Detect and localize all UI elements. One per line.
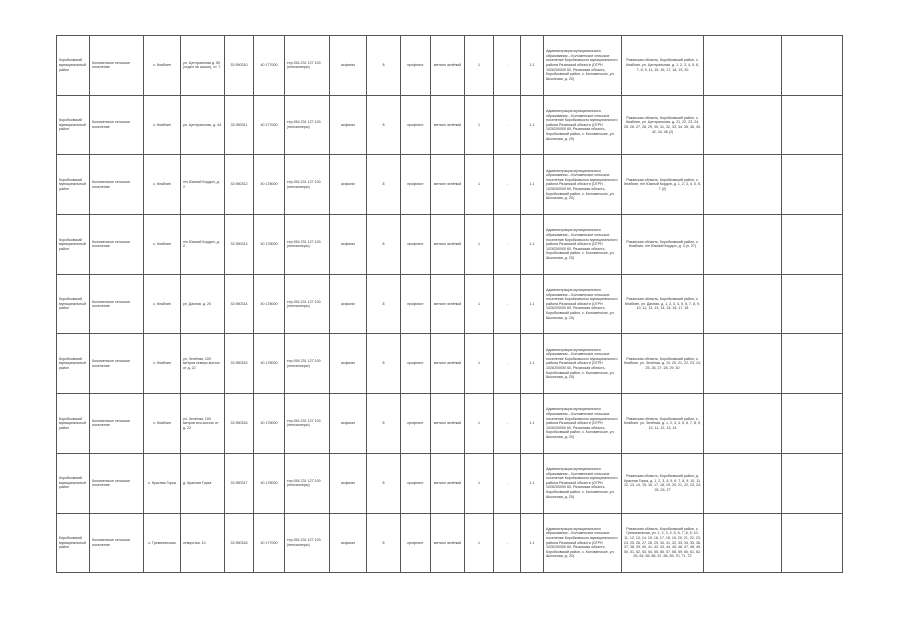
table-cell: Коломенское сельское поселение (90, 155, 144, 215)
table-cell: 33 950313 (225, 215, 254, 275)
table-cell: Коробковский муниципальный район (57, 215, 90, 275)
table-cell: Коломенское сельское поселение (90, 394, 144, 454)
table-cell: профлист (401, 274, 431, 334)
table-row (57, 95, 843, 155)
table-cell: тер.054 231 127 100 (пенсионеры) (285, 155, 330, 215)
table-cell: 1,1 (521, 215, 544, 275)
table-row (57, 334, 843, 394)
table-cell: - (494, 513, 521, 573)
empty-cell (704, 513, 782, 573)
table-cell: Рязанская область, Коробковский район, с. Кнаблин, ул. Зелёная, д. 19, 20, 21, 22, 23, 24, 25, 26, 27, 28, 29, 30 (622, 334, 704, 394)
empty-cell (704, 394, 782, 454)
table-cell: тер.054 231 127 100 (пенсионеры) (285, 394, 330, 454)
table-cell: Администрация муниципального образования – Коломенское сельское поселение Коробковского муниципального района Рязанской области (ОГРН 1026200000 60, Рязанская область, Коробковский район, с. Коломенское, ул. Школьная, д. 20) (544, 155, 622, 215)
table-cell: асфальт (330, 155, 367, 215)
table-cell: 1,1 (521, 95, 544, 155)
table-cell: 1 (465, 215, 494, 275)
table-cell: ул. Центральная, д. 44 (181, 95, 225, 155)
empty-cell (704, 274, 782, 334)
table-cell: Коробковский муниципальный район (57, 155, 90, 215)
table-cell: 1 (465, 95, 494, 155)
table-cell: тер.054 231 127 100 (пенсионеры) (285, 36, 330, 96)
table-cell: Рязанская область, Коробковский район, с. Гремячинская, ул. 1, 2, 3, 4, 5, 6, 7, 8, 9, 10, 11, 12, 13, 14, 15, 16, 17, 18, 19, 20, 21, 22, 23, 24, 25, 26, 27, 28, 29, 30, 31, 32, 33, 34, 35, 36, 37, 38, 39, 40, 41, 42, 43, 44, 45, 46, 47, 48, 49, 50, 51, 52, 53, 54, 55, 56, 57, 58, 59, 60, 61, 62, 63, 64, 65, 66, 67, 68, 69, 70, 71, 72 (622, 513, 704, 573)
table-row (57, 453, 843, 513)
empty-cell (782, 274, 843, 334)
empty-cell (782, 453, 843, 513)
table-row (57, 215, 843, 275)
table-cell: 1 (465, 334, 494, 394)
table-cell: 1 (465, 274, 494, 334)
register-table (56, 35, 843, 573)
table-cell: асфальт (330, 394, 367, 454)
table-cell: ул. Зелёная, 100 метров юго-восток от д. 22 (181, 394, 225, 454)
table-cell: профлист (401, 453, 431, 513)
table-cell: - (494, 394, 521, 454)
table-cell: Рязанская область, Коробковский район, с. Кнаблин, ул. Центральная, д. 1, 2, 3, 4, 5, 6, 7, 8, 9, 11, 15, 16, 17, 18, 19, 20 (622, 36, 704, 96)
table-cell: Рязанская область, Коробковский район, с. Кнаблин, ул. Зелёная, д. 1, 2, 3, 4, 5, 6, 7, 8, 9, 10, 11, 12, 13, 14 (622, 394, 704, 454)
table-cell: металл зелёный (431, 334, 465, 394)
table-cell: 33 950316 (225, 394, 254, 454)
table-cell: Администрация муниципального образования – Коломенское сельское поселение Коробковского муниципального района Рязанской области (ОГРН 1026200000 60, Рязанская область, Коробковский район, с. Коломенское, ул. Школьная, д. 20) (544, 453, 622, 513)
table-cell: металл зелёный (431, 95, 465, 155)
table-cell: тер.054 231 127 100 (пенсионеры) (285, 513, 330, 573)
empty-cell (782, 155, 843, 215)
table-cell: с. Кнаблин (144, 95, 181, 155)
register-body (57, 36, 843, 573)
empty-cell (704, 95, 782, 155)
table-cell: - (494, 36, 521, 96)
table-cell: профлист (401, 394, 431, 454)
table-cell: с. Кнаблин (144, 394, 181, 454)
table-cell: Коломенское сельское поселение (90, 36, 144, 96)
table-cell: металл зелёный (431, 453, 465, 513)
table-cell: 1,1 (521, 155, 544, 215)
table-cell: - (494, 155, 521, 215)
empty-cell (782, 513, 843, 573)
table-cell: Коробковский муниципальный район (57, 334, 90, 394)
table-cell: Коломенское сельское поселение (90, 453, 144, 513)
table-cell: асфальт (330, 274, 367, 334)
table-cell: Рязанская область, Коробковский район, с. Кнаблин, п/п Южный Кордон, д. 3 (п. 27) (622, 215, 704, 275)
table-cell: 1,1 (521, 513, 544, 573)
table-cell: Администрация муниципального образования – Коломенское сельское поселение Коробковского муниципального района Рязанской области (ОГРН 1026200000 60, Рязанская область, Коробковский район, с. Коломенское, ул. Школьная, д. 20) (544, 334, 622, 394)
empty-cell (704, 36, 782, 96)
table-cell: профлист (401, 334, 431, 394)
table-cell: 40 178000 (254, 274, 285, 334)
table-cell: металл зелёный (431, 215, 465, 275)
table-cell: Коломенское сельское поселение (90, 215, 144, 275)
table-cell: Коробковский муниципальный район (57, 453, 90, 513)
empty-cell (704, 334, 782, 394)
table-cell: - (494, 274, 521, 334)
table-cell: 8 (367, 513, 401, 573)
table-cell: - (494, 334, 521, 394)
table-cell: Коробковский муниципальный район (57, 513, 90, 573)
table-cell: - (494, 95, 521, 155)
table-cell: с. Гремячинская (144, 513, 181, 573)
table-cell: 1,1 (521, 334, 544, 394)
table-cell: 40 178000 (254, 334, 285, 394)
table-cell: тер.054 231 127 100 (пенсионеры) (285, 453, 330, 513)
table-cell: Коломенское сельское поселение (90, 334, 144, 394)
table-cell: - (494, 453, 521, 513)
empty-cell (782, 334, 843, 394)
table-cell: 8 (367, 334, 401, 394)
table-cell: 40 178000 (254, 453, 285, 513)
table-cell: 40 177000 (254, 513, 285, 573)
table-cell: асфальт (330, 36, 367, 96)
table-cell: 33 950311 (225, 95, 254, 155)
table-cell: с. Красная Горка (144, 453, 181, 513)
table-cell: 8 (367, 274, 401, 334)
table-cell: асфальт (330, 334, 367, 394)
table-cell: металл зелёный (431, 36, 465, 96)
table-row (57, 394, 843, 454)
table-cell: 40 177000 (254, 36, 285, 96)
table-cell: Администрация муниципального образования – Коломенское сельское поселение Коробковского муниципального района Рязанской области (ОГРН 1026200000 60, Рязанская область, Коробковский район, с. Коломенское, ул. Школьная, д. 20) (544, 513, 622, 573)
table-cell: с. Кнаблин (144, 36, 181, 96)
table-cell: отворотка, 10 (181, 513, 225, 573)
table-cell: 1 (465, 155, 494, 215)
table-cell: 8 (367, 155, 401, 215)
empty-cell (704, 215, 782, 275)
table-cell: 33 950310 (225, 36, 254, 96)
table-cell: 1,1 (521, 453, 544, 513)
table-cell: асфальт (330, 513, 367, 573)
table-cell: профлист (401, 36, 431, 96)
table-cell: Рязанская область, Коробковский район, с. Кнаблин, ул. Центральная, д. 21, 22, 23, 24, 25, 26, 27, 28, 29, 30, 31, 32, 33, 34, 35, 36, 40, 42, 44, 46 (2) (622, 95, 704, 155)
table-cell: металл зелёный (431, 155, 465, 215)
table-cell: 1,1 (521, 394, 544, 454)
table-cell: Администрация муниципального образования – Коломенское сельское поселение Коробковского муниципального района Рязанской области (ОГРН 1026200000 60, Рязанская область, Коробковский район, с. Коломенское, ул. Школьная, д. 20) (544, 36, 622, 96)
table-cell: асфальт (330, 453, 367, 513)
empty-cell (704, 155, 782, 215)
table-cell: п/п Южный Кордон, д. 2 (181, 155, 225, 215)
table-cell: 8 (367, 95, 401, 155)
table-cell: 8 (367, 394, 401, 454)
table-cell: 40 178000 (254, 215, 285, 275)
table-cell: асфальт (330, 215, 367, 275)
table-cell: 33 950318 (225, 513, 254, 573)
table-cell: ул. Зелёная, 100 метров северо-восток от д. 22 (181, 334, 225, 394)
table-cell: тер.054 231 127 100 (пенсионеры) (285, 95, 330, 155)
table-cell: тер.054 231 127 100 (пенсионеры) (285, 215, 330, 275)
table-cell: 33 950317 (225, 453, 254, 513)
table-cell: Коломенское сельское поселение (90, 274, 144, 334)
table-cell: Администрация муниципального образования – Коломенское сельское поселение Коробковского муниципального района Рязанской области (ОГРН 1026200000 60, Рязанская область, Коробковский район, с. Коломенское, ул. Школьная, д. 20) (544, 394, 622, 454)
empty-cell (782, 394, 843, 454)
table-cell: 1 (465, 36, 494, 96)
table-cell: 1 (465, 453, 494, 513)
table-cell: Рязанская область, Коробковский район, с. Кнаблин, п/п Южный Кордон, д. 1, 2, 3, 4, 5, 6, 7 (2) (622, 155, 704, 215)
table-cell: 33 950314 (225, 274, 254, 334)
table-cell: Коробковский муниципальный район (57, 274, 90, 334)
table-row (57, 513, 843, 573)
table-cell: тер.054 231 127 100 (пенсионеры) (285, 334, 330, 394)
table-cell: 40 178000 (254, 394, 285, 454)
table-cell: Коробковский муниципальный район (57, 95, 90, 155)
table-cell: профлист (401, 513, 431, 573)
table-cell: Рязанская область, Коробковский район, с. Кнаблин, ул. Дачная, д. 1, 2, 3, 4, 5, 6, 7, 8, 9, 10, 11, 12, 13, 14, 15, 16, 17, 18 (622, 274, 704, 334)
table-cell: ул. Дачная, д. 20 (181, 274, 225, 334)
table-cell: - (494, 215, 521, 275)
table-cell: асфальт (330, 95, 367, 155)
table-cell: Администрация муниципального образования – Коломенское сельское поселение Коробковского муниципального района Рязанской области (ОГРН 1026200000 60, Рязанская область, Коробковский район, с. Коломенское, ул. Школьная, д. 20) (544, 95, 622, 155)
empty-cell (704, 453, 782, 513)
table-cell: металл зелёный (431, 513, 465, 573)
table-cell: 1 (465, 394, 494, 454)
table-cell: Коробковский муниципальный район (57, 36, 90, 96)
table-row (57, 36, 843, 96)
table-cell: с. Кнаблин (144, 155, 181, 215)
table-cell: 1,1 (521, 274, 544, 334)
table-cell: тер.054 231 127 100 (пенсионеры) (285, 274, 330, 334)
table-cell: профлист (401, 95, 431, 155)
table-cell: Коробковский муниципальный район (57, 394, 90, 454)
empty-cell (782, 215, 843, 275)
empty-cell (782, 95, 843, 155)
table-cell: п/п Южный Кордон, д. 2 (181, 215, 225, 275)
table-cell: металл зелёный (431, 274, 465, 334)
table-cell: 40 177000 (254, 95, 285, 155)
table-cell: 33 950315 (225, 334, 254, 394)
register-sheet (56, 35, 843, 573)
table-row (57, 155, 843, 215)
table-cell: 1 (465, 513, 494, 573)
table-cell: 8 (367, 36, 401, 96)
table-cell: Коломенское сельское поселение (90, 513, 144, 573)
table-cell: 1,1 (521, 36, 544, 96)
table-cell: с. Кнаблин (144, 215, 181, 275)
table-cell: 8 (367, 215, 401, 275)
table-cell: с. Кнаблин (144, 274, 181, 334)
table-cell: Администрация муниципального образования – Коломенское сельское поселение Коробковского муниципального района Рязанской области (ОГРН 1026200000 60, Рязанская область, Коробковский район, с. Коломенское, ул. Школьная, д. 20) (544, 215, 622, 275)
table-cell: металл зелёный (431, 394, 465, 454)
table-cell: профлист (401, 155, 431, 215)
table-cell: д. Красная Горка (181, 453, 225, 513)
table-cell: Коломенское сельское поселение (90, 95, 144, 155)
table-cell: ул. Центральная д. 50 (отдел на шоссе), ст. 7 (181, 36, 225, 96)
table-cell: Рязанская область, Коробковский район, д. Красная Горка, д. 1, 2, 3, 4, 5, 6, 7, 8, 9, 10, 11, 12, 13, 14, 15, 16, 17, 18, 19, 20, 21, 22, 23, 24, 25, 26, 27 (622, 453, 704, 513)
table-cell: 8 (367, 453, 401, 513)
empty-cell (782, 36, 843, 96)
table-cell: с. Кнаблин (144, 334, 181, 394)
table-cell: 33 950312 (225, 155, 254, 215)
table-row (57, 274, 843, 334)
table-cell: Администрация муниципального образования – Коломенское сельское поселение Коробковского муниципального района Рязанской области (ОГРН 1026200000 60, Рязанская область, Коробковский район, с. Коломенское, ул. Школьная, д. 20) (544, 274, 622, 334)
table-cell: 40 178000 (254, 155, 285, 215)
table-cell: профлист (401, 215, 431, 275)
